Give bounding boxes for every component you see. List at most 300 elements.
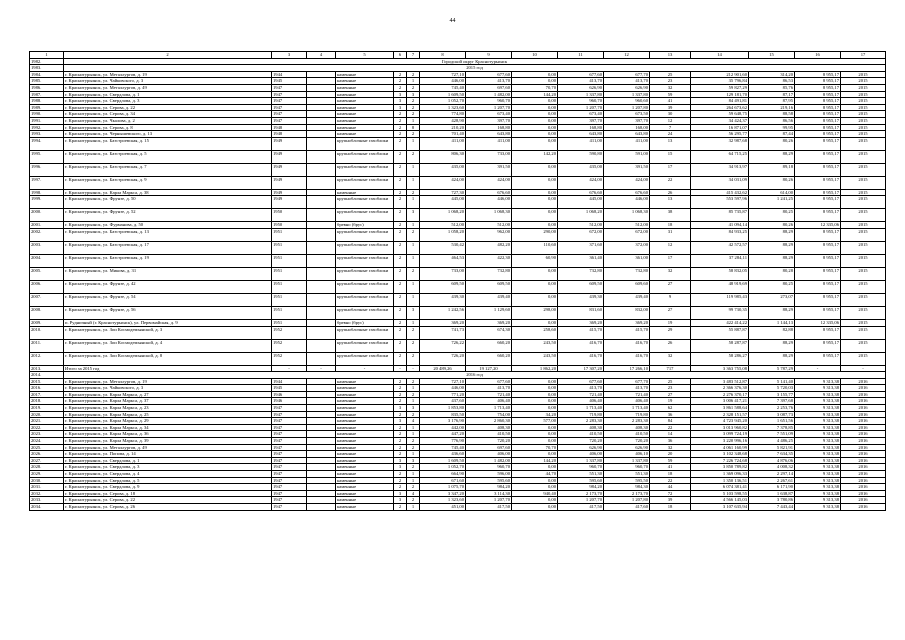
row-number-cell: 2010.: [30, 326, 64, 339]
premises-area-cell: 984,20: [466, 484, 512, 491]
total-area-cell: 512,00: [420, 222, 466, 229]
empty-cell: [307, 405, 336, 412]
entrances-cell: 3: [407, 306, 420, 319]
municipal-area-cell: 0,00: [512, 131, 558, 138]
max-cost-cell: 8 955,17: [795, 189, 841, 196]
address-cell: г. Краснотурьинск, ул. Карла Маркса, д. 37: [64, 398, 272, 405]
entrances-cell: 2: [407, 150, 420, 163]
empty-cell: [307, 280, 336, 293]
total-row: [30, 365, 886, 372]
repair-cost-cell: 129 181,70: [691, 91, 749, 98]
year-built-cell: 1947: [272, 104, 307, 111]
total-area-cell: 1 058,20: [420, 228, 466, 241]
total-area-cell: 446,00: [420, 78, 466, 85]
residential-area-cell: 411,00: [604, 137, 650, 150]
residents-cell: 32: [650, 267, 691, 280]
repair-cost-cell: 34 424,37: [691, 117, 749, 124]
repair-cost-cell: 3 220 996,16: [691, 438, 749, 445]
table-row: [30, 71, 886, 78]
residents-cell: 62: [650, 405, 691, 412]
table-row: [30, 424, 886, 431]
address-cell: г. Краснотурьинск, ул. Фурманова, д. 50: [64, 222, 272, 229]
floors-cell: 2: [394, 306, 407, 319]
wall-material-cell: каменные: [336, 398, 394, 405]
total-value-cell: -: [272, 365, 307, 372]
entrances-cell: 3: [407, 91, 420, 98]
wall-material-cell: бревно (брус): [336, 319, 394, 326]
total-area-cell: 1 075,70: [420, 484, 466, 491]
year-built-cell: 1952: [272, 339, 307, 352]
max-cost-cell: 8 955,17: [795, 104, 841, 111]
residents-cell: 22: [650, 424, 691, 431]
premises-area-cell: 406,40: [466, 398, 512, 405]
private-area-cell: 397,70: [558, 117, 604, 124]
year-built-cell: 1947: [272, 405, 307, 412]
row-number-cell: 2008.: [30, 306, 64, 319]
cost-per-m2-cell: 4 876,06: [749, 457, 795, 464]
plan-year-cell: 2015: [841, 293, 886, 306]
cost-per-m2-cell: 86,53: [749, 78, 795, 85]
entrances-cell: 2: [407, 131, 420, 138]
plan-year-cell: 2015: [841, 280, 886, 293]
row-number-cell: 2029.: [30, 471, 64, 478]
column-number-cell: 9: [466, 52, 512, 59]
residents-cell: 27: [650, 306, 691, 319]
entrances-cell: 1: [407, 319, 420, 326]
total-value-cell: -: [307, 365, 336, 372]
total-value-cell: 19 127,20: [466, 365, 512, 372]
year-built-cell: 1951: [272, 293, 307, 306]
max-cost-cell: 9 313,38: [795, 391, 841, 398]
table-row: [30, 293, 886, 306]
municipal-area-cell: 243,50: [512, 339, 558, 352]
entrances-cell: 1: [407, 424, 420, 431]
floors-cell: 2: [394, 84, 407, 91]
address-cell: г. Краснотурьинск, ул. Металлургов, д. 49: [64, 84, 272, 91]
entrances-cell: 2: [407, 352, 420, 365]
column-number-cell: 15: [749, 52, 795, 59]
column-number-cell: 17: [841, 52, 886, 59]
cost-per-m2-cell: 88,58: [749, 111, 795, 118]
total-area-cell: 1 609,50: [420, 91, 466, 98]
repair-cost-cell: 58 287,87: [691, 339, 749, 352]
residents-cell: 32: [650, 352, 691, 365]
residents-cell: 17: [650, 254, 691, 267]
max-cost-cell: 9 313,38: [795, 471, 841, 478]
table-row: [30, 117, 886, 124]
repair-cost-cell: 3 850 789,82: [691, 464, 749, 471]
total-area-cell: 1 609,50: [420, 457, 466, 464]
empty-cell: [307, 222, 336, 229]
residents-cell: 14: [650, 431, 691, 438]
wall-material-cell: крупноблочные газоблоки: [336, 352, 394, 365]
max-cost-cell: 8 955,17: [795, 209, 841, 222]
entrances-cell: 2: [407, 391, 420, 398]
municipal-area-cell: 0,00: [512, 438, 558, 445]
private-area-cell: 609,50: [558, 280, 604, 293]
column-number-cell: 5: [336, 52, 394, 59]
residents-cell: 41: [650, 464, 691, 471]
residential-area-cell: 446,00: [604, 196, 650, 209]
wall-material-cell: каменные: [336, 471, 394, 478]
cost-per-m2-cell: 80,26: [749, 222, 795, 229]
address-cell: г. Краснотурьинск, ул. Попова, д. 14: [64, 451, 272, 458]
floors-cell: 3: [394, 98, 407, 105]
municipal-area-cell: 0,00: [512, 163, 558, 176]
residents-cell: 15: [650, 150, 691, 163]
cost-per-m2-cell: 1 651,56: [749, 418, 795, 425]
entrances-cell: 1: [407, 254, 420, 267]
repair-cost-cell: 2 328 151,57: [691, 411, 749, 418]
wall-material-cell: каменные: [336, 98, 394, 105]
entrances-cell: 1: [407, 176, 420, 189]
year-built-cell: 1947: [272, 84, 307, 91]
year-built-cell: 1947: [272, 98, 307, 105]
entrances-cell: 1: [407, 137, 420, 150]
row-number-cell: 2023.: [30, 431, 64, 438]
repair-cost-cell: 59 648,75: [691, 111, 749, 118]
year-built-cell: 1947: [272, 457, 307, 464]
year-built-cell: 1947: [272, 497, 307, 504]
row-number-cell: 2012.: [30, 352, 64, 365]
column-number-cell: 8: [420, 52, 466, 59]
row-number-cell: 2006.: [30, 280, 64, 293]
total-value-cell: -: [841, 365, 886, 372]
table-row: [30, 78, 886, 85]
wall-material-cell: крупноблочные газоблоки: [336, 176, 394, 189]
wall-material-cell: каменные: [336, 71, 394, 78]
residential-area-cell: 372,00: [604, 241, 650, 254]
max-cost-cell: 8 955,17: [795, 98, 841, 105]
premises-area-cell: 439,40: [466, 293, 512, 306]
table-row: [30, 477, 886, 484]
max-cost-cell: 9 313,38: [795, 431, 841, 438]
plan-year-cell: 2015: [841, 241, 886, 254]
row-number-cell: 2025.: [30, 444, 64, 451]
empty-cell: [307, 457, 336, 464]
empty-cell: [307, 424, 336, 431]
repair-cost-cell: 5 103 598,55: [691, 490, 749, 497]
repair-cost-cell: 34 031,09: [691, 176, 749, 189]
table-row: [30, 131, 886, 138]
entrances-cell: 1: [407, 471, 420, 478]
private-area-cell: 168,80: [558, 124, 604, 131]
max-cost-cell: 9 313,38: [795, 405, 841, 412]
plan-year-cell: 2015: [841, 306, 886, 319]
address-cell: г. Краснотурьинск, ул. Серова, д. 8: [64, 124, 272, 131]
address-cell: г. Краснотурьинск, ул. Чернышевского, д. 13: [64, 131, 272, 138]
year-built-cell: 1950: [272, 222, 307, 229]
cost-per-m2-cell: 1 144,13: [749, 319, 795, 326]
table-row: [30, 497, 886, 504]
cost-per-m2-cell: 7 551,09: [749, 431, 795, 438]
cost-per-m2-cell: 7 443,44: [749, 503, 795, 510]
entrances-cell: 3: [407, 457, 420, 464]
empty-cell: [307, 484, 336, 491]
row-number-cell: 2018.: [30, 398, 64, 405]
plan-year-cell: 2016: [841, 405, 886, 412]
total-area-cell: 745,40: [420, 444, 466, 451]
row-number-cell: 2019.: [30, 405, 64, 412]
empty-cell: [307, 228, 336, 241]
row-number-cell: 2014.: [30, 372, 64, 379]
wall-material-cell: крупноблочные газоблоки: [336, 254, 394, 267]
premises-area-cell: 720,20: [466, 438, 512, 445]
residential-area-cell: 677,70: [604, 378, 650, 385]
total-value-cell: -: [394, 365, 407, 372]
max-cost-cell: 8 955,17: [795, 176, 841, 189]
private-area-cell: 1 337,80: [558, 457, 604, 464]
table-row: [30, 222, 886, 229]
municipal-area-cell: 0,00: [512, 104, 558, 111]
row-number-cell: 2002.: [30, 228, 64, 241]
floors-cell: 2: [394, 176, 407, 189]
address-cell: г. Краснотурьинск, ул. Зои Космодемьянской, д. 3: [64, 326, 272, 339]
residents-cell: 17: [650, 163, 691, 176]
max-cost-cell: 8 955,17: [795, 339, 841, 352]
wall-material-cell: крупноблочные газоблоки: [336, 209, 394, 222]
empty-cell: [307, 398, 336, 405]
residents-cell: 7: [650, 124, 691, 131]
max-cost-cell: 8 955,17: [795, 241, 841, 254]
total-area-cell: 411,00: [420, 137, 466, 150]
private-area-cell: 417,50: [558, 503, 604, 510]
repair-cost-cell: 3 013 960,82: [691, 424, 749, 431]
private-area-cell: 677,60: [558, 71, 604, 78]
private-area-cell: 960,70: [558, 464, 604, 471]
premises-area-cell: 1 207,70: [466, 497, 512, 504]
private-area-cell: 413,70: [558, 385, 604, 392]
municipal-area-cell: 290,00: [512, 228, 558, 241]
table-row: [30, 431, 886, 438]
column-number-row: [30, 52, 886, 59]
empty-cell: [307, 444, 336, 451]
year-built-cell: 1951: [272, 306, 307, 319]
cost-per-m2-cell: 7 634,35: [749, 451, 795, 458]
column-number-cell: 6: [394, 52, 407, 59]
wall-material-cell: каменные: [336, 484, 394, 491]
address-cell: г. Краснотурьинск, ул. Базстроевская, д. 15: [64, 137, 272, 150]
year-built-cell: 1951: [272, 267, 307, 280]
empty-cell: [307, 104, 336, 111]
repair-cost-cell: 35 796,84: [691, 78, 749, 85]
plan-year-cell: 2016: [841, 497, 886, 504]
private-area-cell: 411,00: [558, 137, 604, 150]
floors-cell: 3: [394, 104, 407, 111]
address-cell: г. Краснотурьинск, ул. Серова, д. 22: [64, 497, 272, 504]
year-built-cell: 1947: [272, 477, 307, 484]
total-area-cell: 1 242,56: [420, 306, 466, 319]
entrances-cell: 2: [407, 228, 420, 241]
plan-year-cell: 2015: [841, 319, 886, 326]
premises-area-cell: 1 482,00: [466, 91, 512, 98]
address-cell: г. Краснотурьинск, ул. Фрунзе, д. 42: [64, 280, 272, 293]
wall-material-cell: каменные: [336, 503, 394, 510]
empty-cell: [307, 254, 336, 267]
year-built-cell: 1948: [272, 131, 307, 138]
residents-cell: 18: [650, 471, 691, 478]
residential-area-cell: 2 283,30: [604, 418, 650, 425]
private-area-cell: 676,60: [558, 189, 604, 196]
floors-cell: 2: [394, 222, 407, 229]
max-cost-cell: 8 955,17: [795, 137, 841, 150]
total-area-cell: 776,90: [420, 438, 466, 445]
plan-year-cell: 2016: [841, 398, 886, 405]
table-row: [30, 438, 886, 445]
entrances-cell: 3: [407, 405, 420, 412]
table-row: [30, 98, 886, 105]
address-cell: г. Краснотурьинск, ул. Фрунзе, д. 56: [64, 306, 272, 319]
private-area-cell: 512,00: [558, 222, 604, 229]
residents-cell: 29: [650, 326, 691, 339]
year-built-cell: 1947: [272, 503, 307, 510]
entrances-cell: 1: [407, 196, 420, 209]
column-number-cell: 12: [604, 52, 650, 59]
entrances-cell: 2: [407, 484, 420, 491]
private-area-cell: 416,70: [558, 339, 604, 352]
year-built-cell: 1951: [272, 241, 307, 254]
cost-per-m2-cell: 3 087,73: [749, 411, 795, 418]
plan-year-cell: 2016: [841, 391, 886, 398]
address-cell: г. Краснотурьинск, ул. Фрунзе, д. 50: [64, 196, 272, 209]
row-number-cell: 2027.: [30, 457, 64, 464]
plan-year-cell: 2015: [841, 163, 886, 176]
total-area-cell: 1 323,60: [420, 104, 466, 111]
cost-per-m2-cell: 88,29: [749, 241, 795, 254]
municipal-area-cell: 0,00: [512, 222, 558, 229]
municipal-area-cell: 577,00: [512, 418, 558, 425]
year-built-cell: 1949: [272, 163, 307, 176]
row-number-cell: 2003.: [30, 241, 64, 254]
repair-cost-cell: 422 414,22: [691, 319, 749, 326]
wall-material-cell: крупноблочные газоблоки: [336, 306, 394, 319]
row-number-cell: 2017.: [30, 391, 64, 398]
table-row: [30, 339, 886, 352]
wall-material-cell: каменные: [336, 189, 394, 196]
entrances-cell: 2: [407, 111, 420, 118]
plan-year-cell: 2015: [841, 176, 886, 189]
wall-material-cell: крупноблочные газоблоки: [336, 339, 394, 352]
plan-year-cell: 2016: [841, 464, 886, 471]
cost-per-m2-cell: 88,29: [749, 150, 795, 163]
year-built-cell: 1947: [272, 91, 307, 98]
row-number-cell: 1989.: [30, 104, 64, 111]
year-built-cell: 1949: [272, 176, 307, 189]
empty-cell: [307, 150, 336, 163]
municipal-area-cell: 0,00: [512, 391, 558, 398]
private-area-cell: 720,20: [558, 438, 604, 445]
entrances-cell: 1: [407, 280, 420, 293]
residential-area-cell: 984,30: [604, 484, 650, 491]
residents-cell: 59: [650, 91, 691, 98]
repair-cost-cell: 48 919,69: [691, 280, 749, 293]
wall-material-cell: каменные: [336, 78, 394, 85]
floors-cell: 2: [394, 293, 407, 306]
private-area-cell: 439,30: [558, 293, 604, 306]
total-area-cell: 424,00: [420, 176, 466, 189]
residents-cell: 19: [650, 319, 691, 326]
entrances-cell: 2: [407, 497, 420, 504]
municipal-area-cell: 0,00: [512, 189, 558, 196]
residential-area-cell: 439,40: [604, 293, 650, 306]
plan-year-cell: 2015: [841, 150, 886, 163]
address-cell: г. Краснотурьинск, ул. Карла Маркса, д. 27: [64, 391, 272, 398]
max-cost-cell: 9 313,38: [795, 418, 841, 425]
floors-cell: 2: [394, 477, 407, 484]
wall-material-cell: каменные: [336, 490, 394, 497]
wall-material-cell: каменные: [336, 424, 394, 431]
address-cell: г. Краснотурьинск, ул. Карла Маркса, д. 23: [64, 405, 272, 412]
premises-area-cell: 422,30: [466, 254, 512, 267]
table-row: [30, 150, 886, 163]
entrances-cell: 2: [407, 189, 420, 196]
plan-year-cell: 2015: [841, 98, 886, 105]
row-number-cell: 1995.: [30, 150, 64, 163]
total-label: Итого за 2015 год: [64, 365, 272, 372]
private-area-cell: 445,00: [558, 196, 604, 209]
premises-area-cell: 962,00: [466, 228, 512, 241]
year-row: [30, 372, 886, 379]
floors-cell: 3: [394, 457, 407, 464]
entrances-cell: 4: [407, 490, 420, 497]
total-area-cell: 445,00: [420, 196, 466, 209]
total-area-cell: 726,22: [420, 339, 466, 352]
address-cell: г. Краснотурьинск, ул. Металлургов, д. 49: [64, 444, 272, 451]
residents-cell: 44: [650, 484, 691, 491]
private-area-cell: 406,40: [558, 398, 604, 405]
plan-year-cell: 2016: [841, 503, 886, 510]
floors-cell: 2: [394, 189, 407, 196]
entrances-cell: 8: [407, 124, 420, 131]
empty-cell: [307, 438, 336, 445]
private-area-cell: 719,80: [558, 411, 604, 418]
floors-cell: 2: [394, 228, 407, 241]
floors-cell: 2: [394, 503, 407, 510]
address-cell: г. Краснотурьинск, ул. Фрунзе, д. 52: [64, 209, 272, 222]
residents-cell: 24: [650, 131, 691, 138]
table-row: [30, 137, 886, 150]
address-cell: г. Краснотурьинск, ул. Свердлова, д. 9: [64, 484, 272, 491]
plan-year-cell: 2015: [841, 124, 886, 131]
municipal-area-cell: 298,00: [512, 306, 558, 319]
column-number-cell: 2: [64, 52, 272, 59]
column-number-cell: 1: [30, 52, 64, 59]
private-area-cell: 435,00: [558, 163, 604, 176]
empty-cell: [307, 163, 336, 176]
wall-material-cell: каменные: [336, 104, 394, 111]
table-row: [30, 457, 886, 464]
address-cell: г. Краснотурьинск, ул. Серова, д. 22: [64, 104, 272, 111]
plan-year-cell: 2015: [841, 228, 886, 241]
private-area-cell: 1 068,20: [558, 209, 604, 222]
entrances-cell: 1: [407, 163, 420, 176]
floors-cell: 2: [394, 71, 407, 78]
cost-per-m2-cell: 86,56: [749, 117, 795, 124]
total-value-cell: 5 787,29: [749, 365, 795, 372]
empty-cell: [307, 418, 336, 425]
floors-cell: 3: [394, 497, 407, 504]
address-cell: г. Краснотурьинск, ул. Карла Маркса, д. 29: [64, 418, 272, 425]
row-number-cell: 2000.: [30, 209, 64, 222]
plan-year-cell: 2015: [841, 71, 886, 78]
year-built-cell: 1947: [272, 418, 307, 425]
residential-area-cell: 369,20: [604, 319, 650, 326]
residents-cell: 22: [650, 176, 691, 189]
row-number-cell: 2034.: [30, 503, 64, 510]
row-number-cell: 2028.: [30, 464, 64, 471]
residents-cell: 30: [650, 111, 691, 118]
municipal-area-cell: 70,70: [512, 444, 558, 451]
